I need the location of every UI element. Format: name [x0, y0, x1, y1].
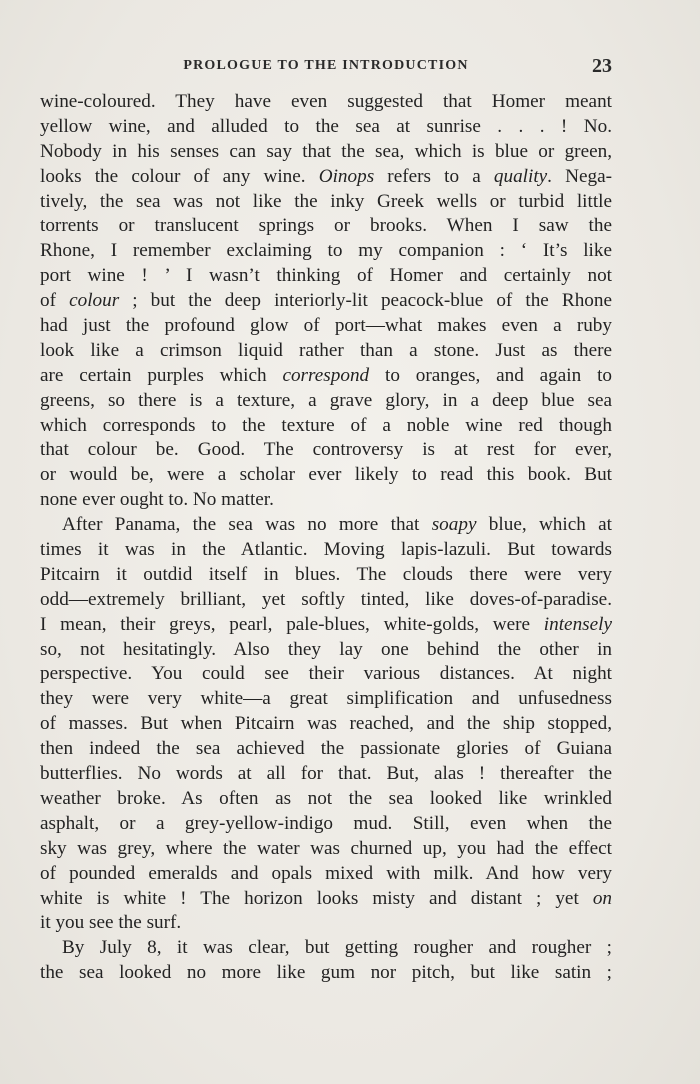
page-number: 23 — [592, 55, 612, 77]
text-run: which corresponds to the texture of a noble wine red though — [40, 414, 612, 436]
text-run: it you see the surf. — [40, 912, 182, 934]
text-line — [40, 239, 612, 264]
text-run: By July 8, it was clear, but getting rougher and rougher ; — [62, 937, 612, 959]
text-run: . Nega- — [547, 165, 612, 187]
text-line — [40, 961, 612, 986]
text-line — [40, 687, 612, 712]
running-title: PROLOGUE TO THE INTRODUCTION — [183, 58, 469, 73]
text-run: to oranges, and again to — [369, 364, 613, 386]
text-line — [40, 140, 612, 165]
text-line — [40, 438, 612, 463]
text-line — [40, 563, 612, 588]
text-run: port wine ! ’ I wasn’t thinking of Homer and certainly not — [40, 265, 612, 287]
text-run: greens, so there is a texture, a grave glory, in a deep blue sea — [40, 389, 612, 411]
text-line — [40, 90, 612, 115]
text-line — [40, 339, 612, 364]
text-run: tively, the sea was not like the inky Greek wells or turbid little — [40, 190, 612, 212]
text-line — [40, 737, 612, 762]
italic-text: soapy — [431, 514, 477, 536]
text-line — [40, 115, 612, 140]
running-head — [40, 55, 612, 80]
text-line — [40, 463, 612, 488]
text-run: butterflies. No words at all for that. But, alas ! thereafter the — [40, 763, 612, 785]
text-line — [40, 414, 612, 439]
text-run: Pitcairn it outdid itself in blues. The clouds there were very — [40, 563, 612, 585]
text-line — [40, 787, 612, 812]
text-line — [40, 862, 612, 887]
text-line — [40, 289, 612, 314]
text-line — [40, 936, 612, 961]
text-run: asphalt, or a grey-yellow-indigo mud. Still, even when the — [40, 812, 612, 834]
text-run: After Panama, the sea was no more that — [62, 514, 432, 536]
text-line — [40, 762, 612, 787]
text-run: Rhone, I remember exclaiming to my companion : ‘ It’s like — [40, 240, 612, 262]
text-line — [40, 887, 612, 912]
text-line — [40, 389, 612, 414]
text-line — [40, 911, 612, 936]
paragraph — [40, 936, 612, 986]
text-line — [40, 364, 612, 389]
text-run: none ever ought to. No matter. — [40, 489, 274, 511]
text-line — [40, 264, 612, 289]
text-run: refers to a — [374, 165, 494, 187]
text-run: then indeed the sea achieved the passionate glories of Guiana — [40, 738, 612, 760]
text-run: ; but the deep interiorly-lit peacock-blue of the Rhone — [119, 290, 613, 312]
text-line — [40, 488, 612, 513]
text-run: the sea looked no more like gum nor pitch, but like satin ; — [40, 962, 612, 984]
text-run: weather broke. As often as not the sea looked like wrinkled — [40, 787, 612, 809]
text-line — [40, 613, 612, 638]
text-run: white is white ! The horizon looks misty and distant ; yet — [40, 887, 593, 909]
text-run: so, not hesitatingly. Also they lay one behind the other in — [40, 638, 612, 660]
paragraph — [40, 513, 612, 936]
text-run: had just the profound glow of port—what makes even a ruby — [40, 315, 612, 337]
paragraph — [40, 90, 612, 513]
text-run: yellow wine, and alluded to the sea at sunrise . . . ! No. — [40, 115, 612, 137]
text-run: blue, which at — [476, 514, 613, 536]
text-run: of — [40, 290, 70, 312]
text-run: looks the colour of any wine. — [40, 165, 319, 187]
text-run: of masses. But when Pitcairn was reached, and the ship stopped, — [40, 713, 612, 735]
text-run: wine-coloured. They have even suggested that Homer meant — [40, 91, 612, 112]
italic-text: quality — [493, 165, 548, 187]
text-run: that colour be. Good. The controversy is at rest for ever, — [40, 439, 612, 461]
italic-text: on — [592, 887, 612, 909]
text-run: look like a crimson liquid rather than a stone. Just as there — [40, 339, 612, 361]
text-line — [40, 712, 612, 737]
text-line — [40, 165, 612, 190]
text-run: odd—extremely brilliant, yet softly tinted, like doves-of-paradise. — [40, 588, 612, 610]
text-run: torrents or translucent springs or brooks. When I saw the — [40, 215, 612, 237]
italic-text: Oinops — [318, 165, 375, 187]
text-run: sky was grey, where the water was churned up, you had the effect — [40, 837, 612, 859]
body-text — [40, 90, 612, 986]
text-line — [40, 190, 612, 215]
text-line — [40, 588, 612, 613]
italic-text: correspond — [282, 364, 370, 386]
text-line — [40, 538, 612, 563]
text-run: are certain purples which — [40, 364, 283, 386]
text-line — [40, 513, 612, 538]
italic-text: intensely — [543, 613, 612, 635]
text-run: they were very white—a great simplification and unfusedness — [40, 688, 612, 710]
italic-text: colour — [69, 290, 120, 312]
text-line — [40, 662, 612, 687]
text-run: Nobody in his senses can say that the sea, which is blue or green, — [40, 140, 612, 162]
text-line — [40, 812, 612, 837]
text-run: perspective. You could see their various distances. At night — [40, 663, 612, 685]
text-run: times it was in the Atlantic. Moving lapis-lazuli. But towards — [40, 539, 612, 561]
text-line — [40, 837, 612, 862]
text-line — [40, 314, 612, 339]
text-run: I mean, their greys, pearl, pale-blues, white-golds, were — [40, 613, 544, 635]
text-run: or would be, were a scholar ever likely to read this book. But — [40, 464, 612, 486]
text-line — [40, 214, 612, 239]
text-run: of pounded emeralds and opals mixed with milk. And how very — [40, 862, 612, 884]
text-line — [40, 638, 612, 663]
